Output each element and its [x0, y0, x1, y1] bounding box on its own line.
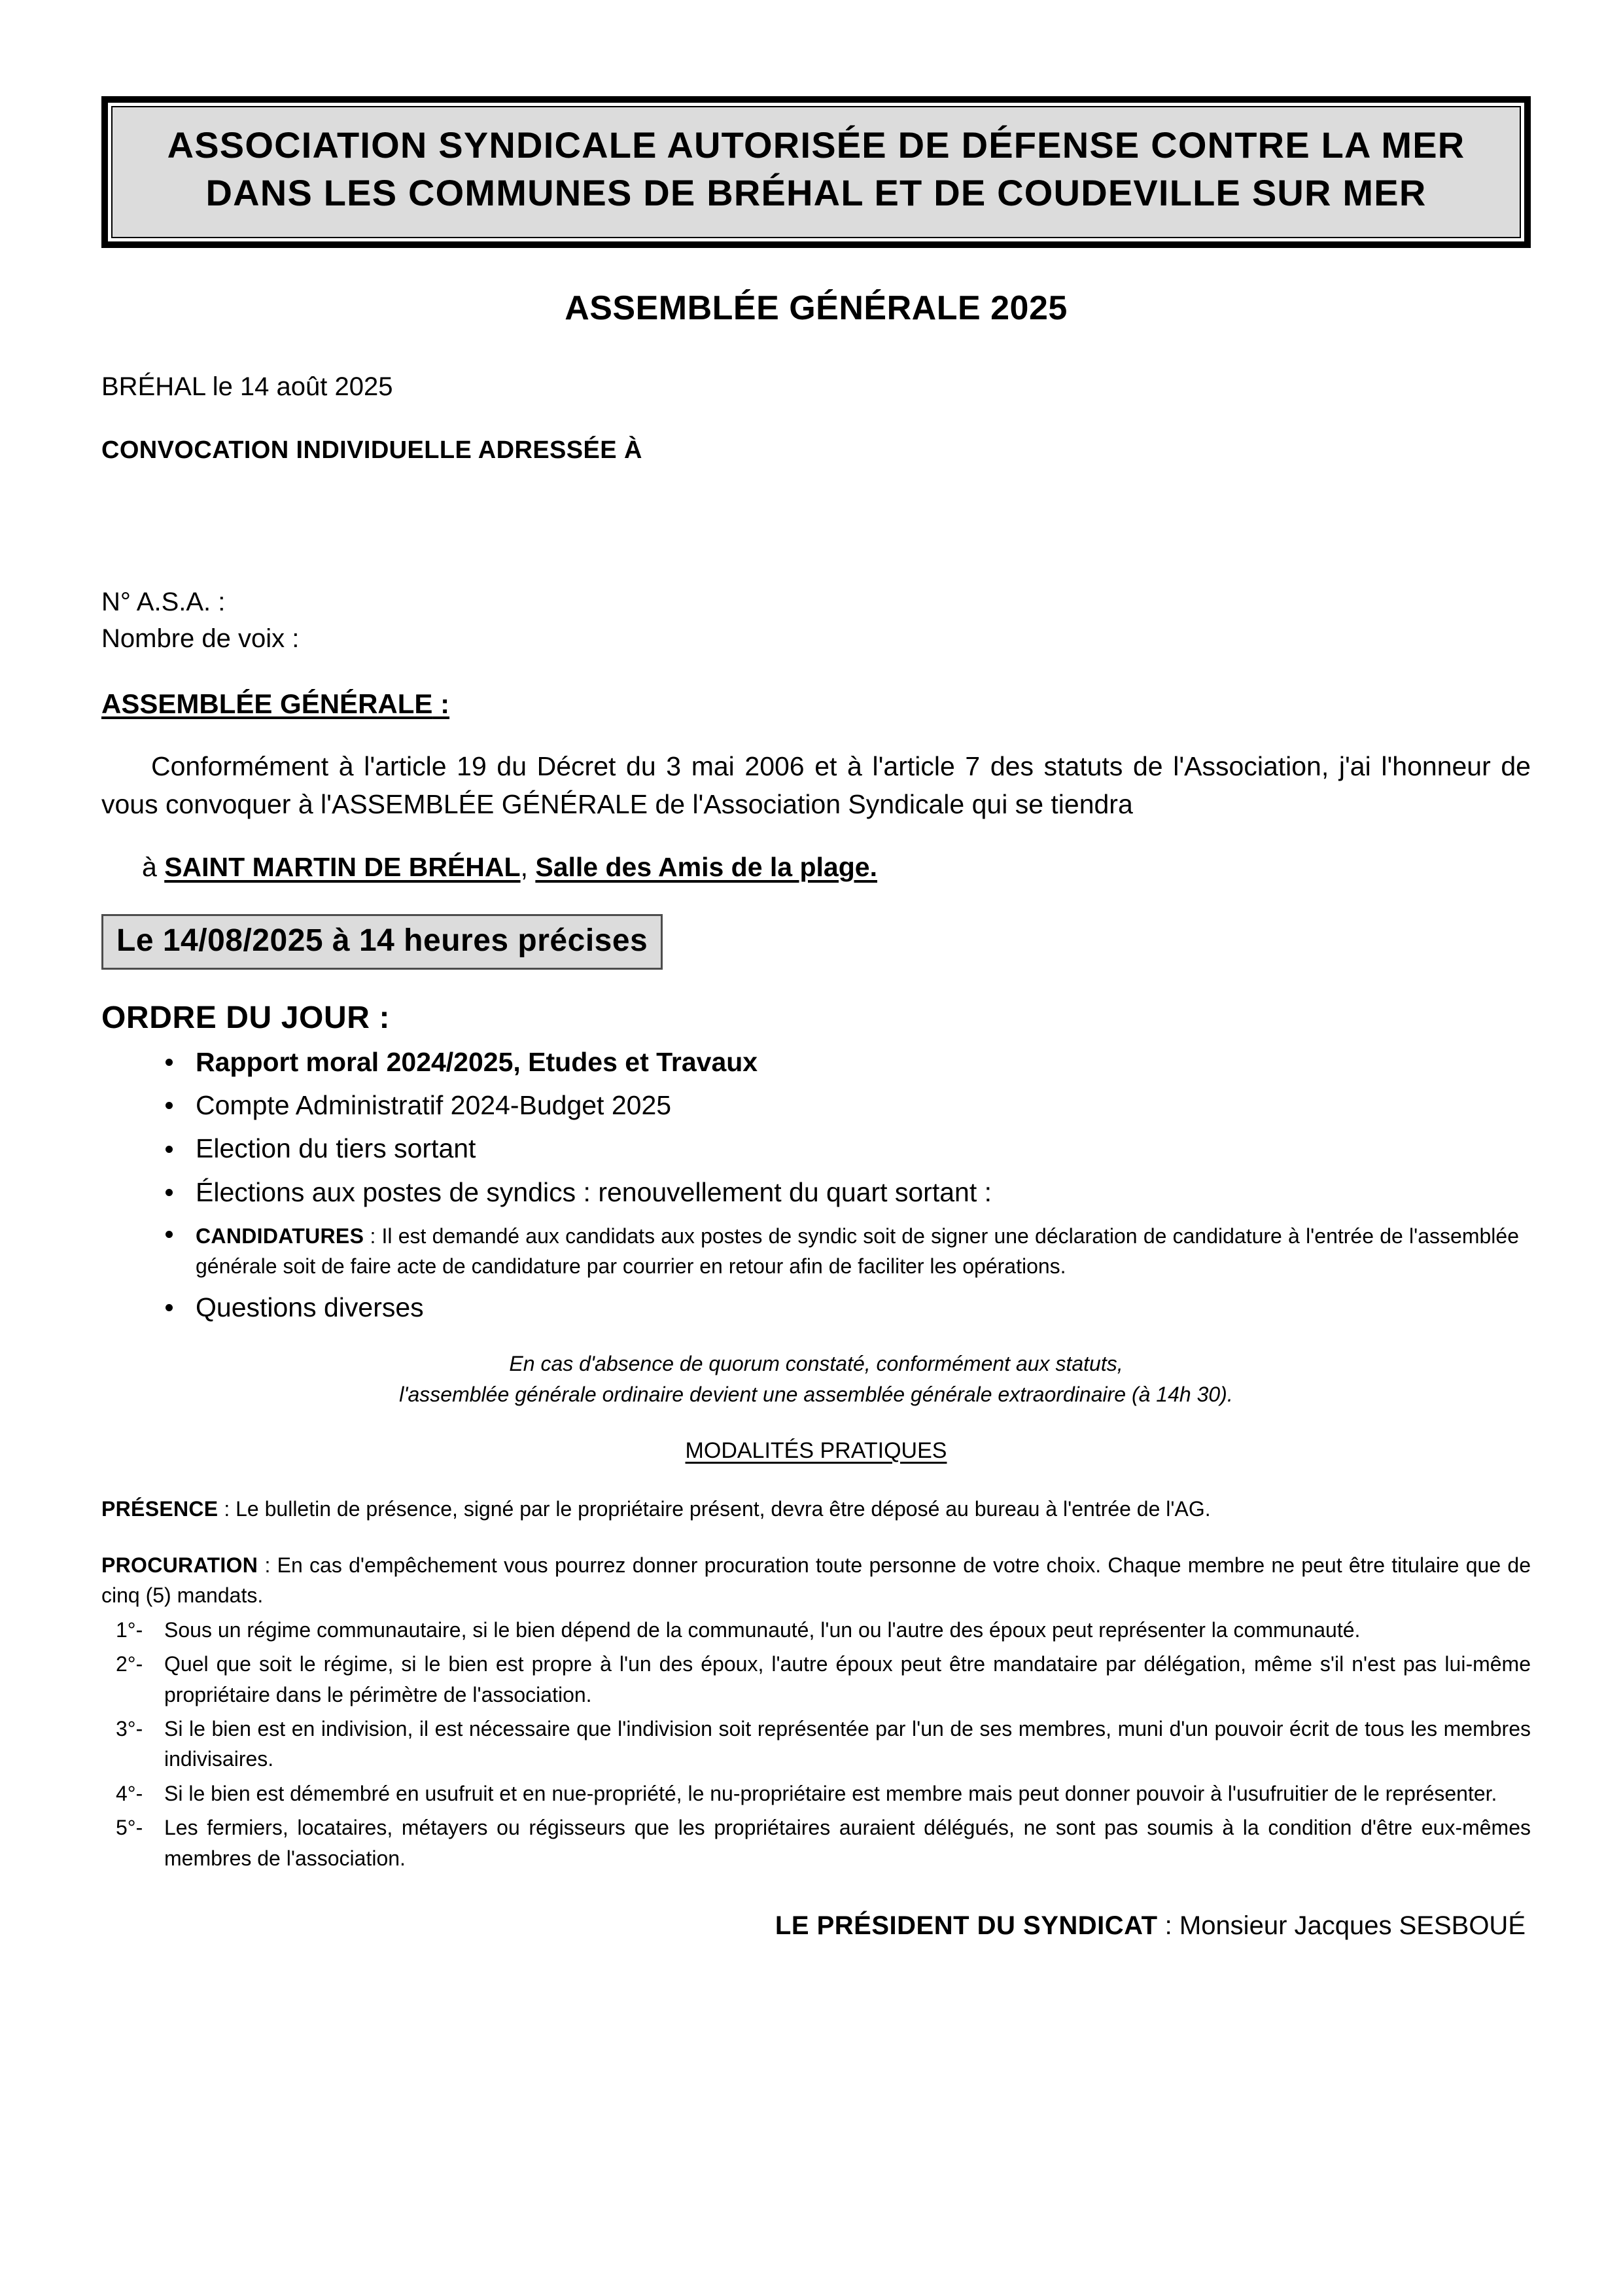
procuration-rule-number: 1°-: [116, 1617, 143, 1642]
procuration-rule-number: 4°-: [116, 1781, 143, 1805]
agenda-item-label: Election du tiers sortant: [196, 1133, 476, 1164]
bullet-icon: [166, 1059, 173, 1066]
venue-room: Salle des Amis de la plage.: [535, 851, 877, 882]
agenda-heading: ORDRE DU JOUR :: [101, 1000, 391, 1035]
agenda-item-label: Questions diverses: [196, 1292, 424, 1322]
venue-prefix: à: [142, 851, 165, 882]
bullet-icon: [166, 1231, 173, 1238]
presence-text: : Le bulletin de présence, signé par le propriétaire présent, devra être déposé au bureau à l'entrée de l'AG.: [218, 1496, 1211, 1521]
association-name-line-2: DANS LES COMMUNES DE BRÉHAL ET DE COUDEVILLE SUR MER: [205, 171, 1427, 213]
identity-block: [101, 584, 1531, 658]
agenda-item-label: Rapport moral 2024/2025, Etudes et Travaux: [196, 1046, 758, 1077]
assembly-section-heading-colon: :: [432, 688, 450, 720]
assembly-section-heading-text: ASSEMBLÉE GÉNÉRALE: [101, 688, 433, 720]
convocation-line: CONVOCATION INDIVIDUELLE ADRESSÉE À: [101, 436, 642, 464]
procuration-rule-number: 3°-: [116, 1716, 143, 1740]
votes-count-label: Nombre de voix :: [101, 624, 300, 654]
convocation-paragraph-text: Conformément à l'article 19 du Décret du 3 mai 2006 et à l'article 7 des statuts de l'Association, j'ai l'honneur de vous convoquer à l'ASSEMBLÉE GÉNÉRALE de l'Association Syndicale qui se tiendra: [101, 751, 1531, 820]
page-title: ASSEMBLÉE GÉNÉRALE 2025: [565, 289, 1068, 327]
agenda-item-label: : Il est demandé aux candidats aux postes de syndic soit de signer une déclaration de candidature à l'entrée de l'assemblée générale soit de faire acte de candidature par courrier en retour afin de faciliter les opérations.: [196, 1224, 1519, 1279]
procuration-rule: [101, 1812, 1531, 1873]
signature-line: [101, 1911, 1531, 1941]
procuration-rule: [101, 1615, 1531, 1645]
quorum-note-line-1: En cas d'absence de quorum constaté, conformément aux statuts,: [509, 1351, 1123, 1375]
agenda-item: [101, 1290, 1531, 1325]
presence-lead: PRÉSENCE: [101, 1496, 218, 1521]
agenda-item: [101, 1131, 1531, 1166]
signature-title: LE PRÉSIDENT DU SYNDICAT: [775, 1911, 1158, 1940]
convocation-paragraph: [101, 747, 1531, 823]
procuration-rule-text: Si le bien est en indivision, il est nécessaire que l'indivision soit représentée par l'un de ses membres, muni d'un pouvoir écrit de tous les membres indivisaires.: [164, 1716, 1531, 1771]
bullet-icon: [166, 1146, 173, 1153]
procuration-rule: [101, 1778, 1531, 1809]
agenda-item-label: Élections aux postes de syndics : renouvellement du quart sortant :: [196, 1176, 992, 1207]
meeting-datetime-box: Le 14/08/2025 à 14 heures précises: [101, 914, 663, 970]
agenda-item-candidatures: [101, 1221, 1531, 1282]
bullet-icon: [166, 1102, 173, 1109]
agenda-item: [101, 1088, 1531, 1123]
document-body: [101, 0, 1531, 1941]
procuration-lead: PROCURATION: [101, 1553, 258, 1577]
procuration-rule-number: 5°-: [116, 1816, 143, 1840]
agenda-item-label: Compte Administratif 2024-Budget 2025: [196, 1089, 672, 1120]
procuration-rule: [101, 1649, 1531, 1710]
agenda-list: [101, 1045, 1531, 1325]
assembly-section-heading: [101, 688, 1531, 720]
bullet-icon: [166, 1304, 173, 1311]
procuration-rule: [101, 1714, 1531, 1775]
procuration-paragraph: [101, 1550, 1531, 1611]
association-header-box: [101, 96, 1531, 248]
procuration-rule-text: Si le bien est démembré en usufruit et en nue-propriété, le nu-propriétaire est membre mais peut donner pouvoir à l'usufruitier de le représenter.: [164, 1781, 1497, 1805]
procuration-rule-text: Les fermiers, locataires, métayers ou régisseurs que les propriétaires auraient délégués, ne sont pas soumis à la condition d'être eux-mêmes membres de l'association.: [164, 1816, 1531, 1870]
asa-number-label: N° A.S.A. :: [101, 587, 226, 616]
association-header-inner: [111, 106, 1521, 238]
procuration-rules-list: [101, 1615, 1531, 1873]
venue-separator: ,: [520, 851, 536, 882]
signature-name: : Monsieur Jacques SESBOUÉ: [1157, 1911, 1526, 1940]
practical-heading: [101, 1438, 1531, 1464]
presence-paragraph: [101, 1494, 1531, 1524]
quorum-note: [101, 1349, 1531, 1411]
venue-line: [142, 852, 1531, 883]
place-and-date: BRÉHAL le 14 août 2025: [101, 372, 393, 401]
association-name-line-1: ASSOCIATION SYNDICALE AUTORISÉE DE DÉFENSE CONTRE LA MER: [167, 124, 1465, 166]
procuration-text: : En cas d'empêchement vous pourrez donner procuration toute personne de votre choix. Chaque membre ne peut être titulaire que de cinq (5) mandats.: [101, 1553, 1531, 1608]
procuration-rule-text: Quel que soit le régime, si le bien est propre à l'un des époux, l'autre époux peut être mandataire par délégation, même s'il n'est pas lui-même propriétaire dans le périmètre de l'association.: [164, 1652, 1531, 1706]
practical-heading-text: MODALITÉS PRATIQUES: [685, 1438, 947, 1463]
agenda-item: [101, 1045, 1531, 1080]
procuration-rule-text: Sous un régime communautaire, si le bien dépend de la communauté, l'un ou l'autre des époux peut représenter la communauté.: [164, 1617, 1361, 1642]
bullet-icon: [166, 1189, 173, 1196]
venue-place: SAINT MARTIN DE BRÉHAL: [164, 851, 521, 882]
quorum-note-line-2: l'assemblée générale ordinaire devient une assemblée générale extraordinaire (à 14h 30).: [399, 1383, 1233, 1407]
procuration-rule-number: 2°-: [116, 1652, 143, 1676]
agenda-item-lead: CANDIDATURES: [196, 1224, 364, 1248]
agenda-item: [101, 1175, 1531, 1210]
meeting-datetime-wrapper: [101, 914, 1531, 970]
